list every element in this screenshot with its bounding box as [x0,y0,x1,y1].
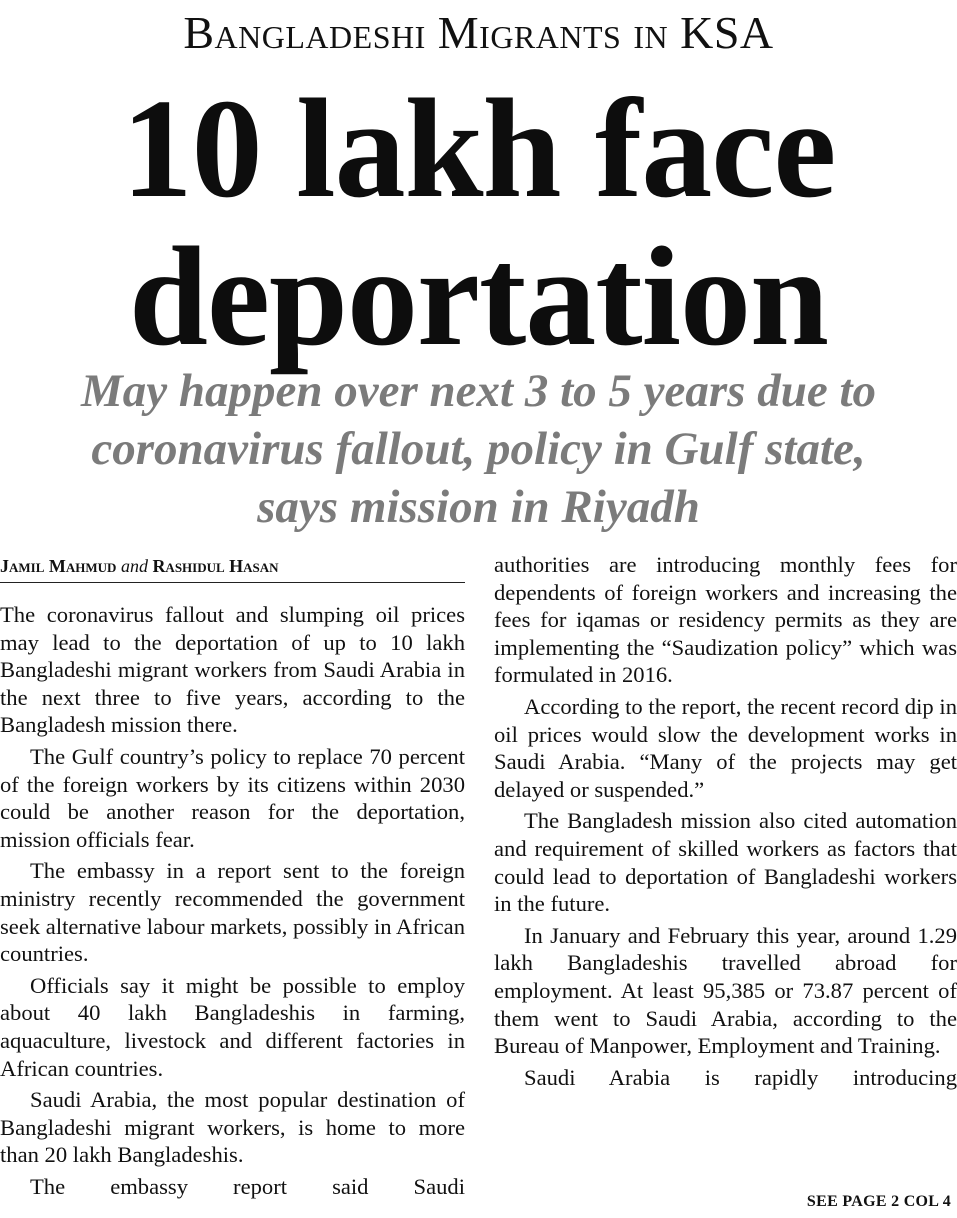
paragraph: Officials say it might be possible to employ about 40 lakh Bangladeshis in farming, aquaculture, livestock and different factories in African countries. [0,972,465,1081]
byline [0,555,465,583]
deck-line-2: coronavirus fallout, policy in Gulf state, [91,423,866,475]
paragraph: The embassy report said Saudi [30,1173,465,1199]
kicker: Bangladeshi Migrants in KSA [183,7,774,58]
paragraph: In January and February this year, around 1.29 lakh Bangladeshis travelled abroad for employment. At least 95,385 or 73.87 percent of them went to Saudi Arabia, according to the Bureau of Manpower, Employment and Training. [494,922,957,1059]
article-column-right [494,551,957,1095]
paragraph: The embassy in a report sent to the foreign ministry recently recommended the government seek alternative labour markets, possibly in African countries. [0,858,465,967]
deck-subheadline [0,362,957,536]
byline-conjunction: and [120,556,148,576]
jump-line: SEE PAGE 2 COL 4 [806,1193,951,1210]
paragraph: The Bangladesh mission also cited automation and requirement of skilled workers as factors that could lead to deportation of Bangladeshi workers in the future. [494,808,957,917]
paragraph: The coronavirus fallout and slumping oil prices may lead to the deportation of up to 10 lakh Bangladeshi migrant workers from Saudi Arabia in the next three to five years, according to the Bangladesh mission there. [0,602,465,738]
paragraph: The Gulf country’s policy to replace 70 percent of the foreign workers by its citizens within 2030 could be another reason for the deportation, mission officials fear. [0,743,465,852]
deck-line-1: May happen over next 3 to 5 years due to [80,365,877,417]
paragraph: Saudi Arabia is rapidly introducing [524,1064,957,1090]
headline-line-2: deportation [129,217,828,375]
paragraph: According to the report, the recent record dip in oil prices would slow the development works in Saudi Arabia. “Many of the projects may get delayed or suspended.” [494,693,957,802]
paragraph: authorities are introducing monthly fees for dependents of foreign workers and increasing the fees for iqamas or residency permits as they are implementing the “Saudization policy” which was formulated in 2016. [494,552,957,688]
byline-author-2: Rashidul Hasan [152,556,279,576]
headline-line-1: 10 lakh face [121,69,836,227]
article-column-left [0,601,465,1204]
paragraph: Saudi Arabia, the most popular destination of Bangladeshi migrant workers, is home to more than 20 lakh Bangladeshis. [0,1087,465,1168]
deck-line-3: says mission in Riyadh [257,481,700,533]
byline-author-1: Jamil Mahmud [0,556,117,576]
headline [0,69,957,375]
